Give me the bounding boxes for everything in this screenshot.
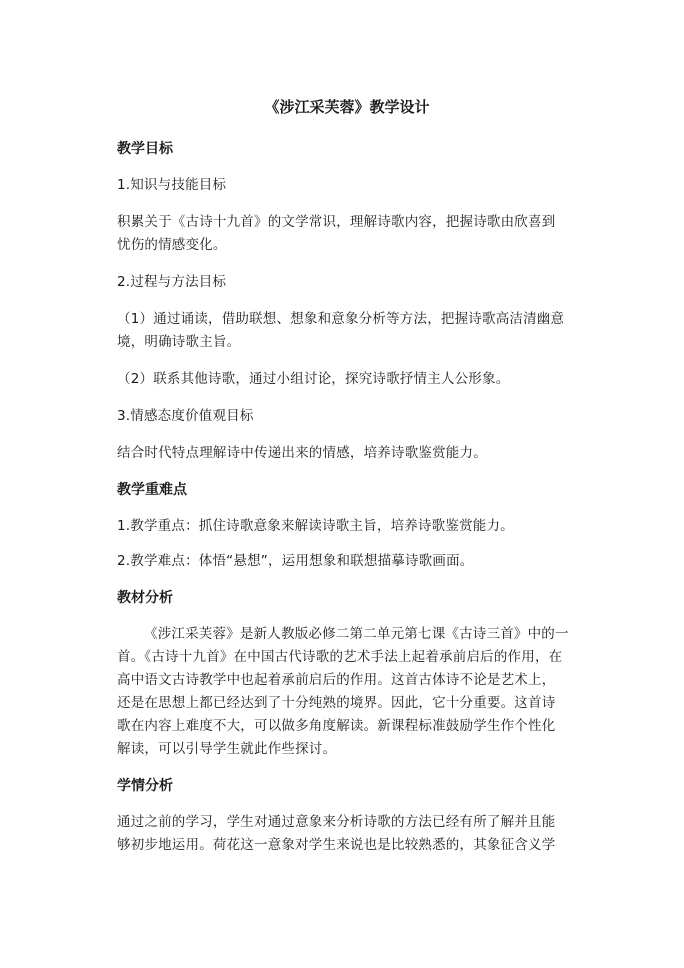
document-body bbox=[117, 96, 569, 871]
objective-knowledge-text: 积累关于《古诗十九首》的文学常识，理解诗歌内容，把握诗歌由欣喜到忧伤的情感变化。 bbox=[117, 214, 556, 253]
keypoint-focus: 1.教学重点：抓住诗歌意象来解读诗歌主旨，培养诗歌鉴赏能力。 bbox=[117, 518, 514, 534]
objective-knowledge-label: 1.知识与技能目标 bbox=[117, 177, 227, 193]
material-analysis-text: 《涉江采芙蓉》是新人教版必修二第二单元第七课《古诗三首》中的一首。《古诗十九首》在中国古代诗歌的艺术手法上起着承前启后的作用，在高中语文古诗教学中也起着承前启后的作用。这首古体诗不论是艺术上，还是在思想上都已经达到了十分纯熟的境界。因此，它十分重要。这首诗歌在内容上难度不大，可以做多角度解读。新课程标准鼓励学生作个性化解读，可以引导学生就此作些探讨。 bbox=[117, 626, 569, 757]
heading-keypoints: 教学重难点 bbox=[117, 482, 187, 498]
student-analysis-text: 通过之前的学习，学生对通过意象来分析诗歌的方法已经有所了解并且能够初步地运用。荷花这一意象对学生来说也是比较熟悉的，其象征含义学 bbox=[117, 814, 556, 853]
heading-objectives: 教学目标 bbox=[117, 141, 173, 157]
document-title: 《涉江采芙蓉》教学设计 bbox=[264, 98, 430, 116]
objective-emotion-text: 结合时代特点理解诗中传递出来的情感，培养诗歌鉴赏能力。 bbox=[117, 445, 487, 461]
objective-process-item-2: （2）联系其他诗歌，通过小组讨论，探究诗歌抒情主人公形象。 bbox=[117, 371, 510, 387]
heading-student-analysis: 学情分析 bbox=[117, 778, 173, 794]
objective-emotion-label: 3.情感态度价值观目标 bbox=[117, 408, 254, 424]
keypoint-difficulty: 2.教学难点：体悟“悬想”，运用想象和联想描摹诗歌画面。 bbox=[117, 553, 474, 569]
objective-process-label: 2.过程与方法目标 bbox=[117, 274, 227, 290]
heading-material-analysis: 教材分析 bbox=[117, 590, 173, 606]
objective-process-item-1: （1）通过诵读，借助联想、想象和意象分析等方法，把握诗歌高洁清幽意境，明确诗歌主旨。 bbox=[117, 311, 565, 350]
